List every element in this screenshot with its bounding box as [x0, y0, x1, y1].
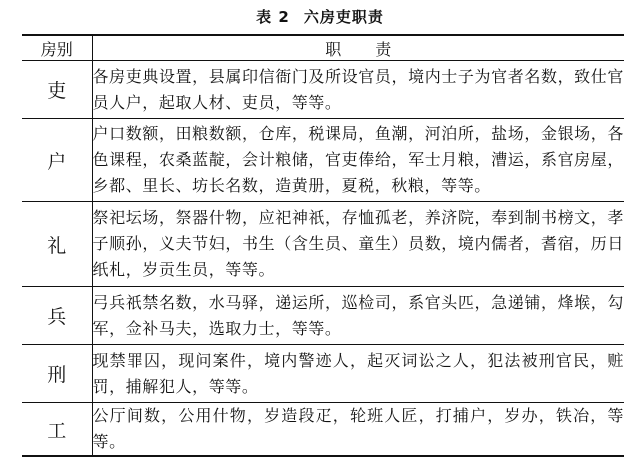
table-row — [22, 61, 624, 119]
header-row — [22, 35, 624, 61]
table-number: 表 2 — [256, 8, 290, 26]
table-row — [22, 403, 624, 457]
dept-cell: 工 — [22, 403, 92, 457]
table-row — [22, 345, 624, 403]
duties-cell: 现禁罪囚，现问案件，境内警迹人，起灭词讼之人，犯法被刑官民，赃罚，捕解犯人，等等。 — [92, 345, 624, 403]
dept-cell: 礼 — [22, 202, 92, 287]
table-row — [22, 202, 624, 287]
dept-cell: 兵 — [22, 287, 92, 345]
duties-cell: 弓兵祇禁名数，水马驿，递运所，巡检司，系官头匹，急递铺，烽堠，勾军，佥补马夫，选取力士，等等。 — [92, 287, 624, 345]
table-title: 六房吏职责 — [303, 8, 384, 26]
dept-cell: 刑 — [22, 345, 92, 403]
duties-cell: 户口数额，田粮数额，仓库，税课局，鱼潮，河泊所，盐场，金银场，各色课程，农桑蓝靛，会计粮储，官吏俸给，军士月粮，漕运，系官房屋，乡都、里长、坊长名数，造黄册，夏税，秋粮，等等。 — [92, 119, 624, 202]
table-row — [22, 287, 624, 345]
duties-cell: 祭祀坛场，祭器什物，应祀神祇，存恤孤老，养济院，奉到制书榜文，孝子顺孙，义夫节妇，书生（含生员、童生）员数，境内儒者，耆宿，历日纸札，岁贡生员，等等。 — [92, 202, 624, 287]
column-header-duties: 职责 — [92, 35, 624, 61]
duties-table — [22, 34, 624, 457]
duties-cell: 公厅间数，公用什物，岁造段疋，轮班人匠，打捕户，岁办，铁冶，等等。 — [92, 403, 624, 457]
table-row — [22, 119, 624, 202]
column-header-dept: 房别 — [22, 35, 92, 61]
duties-cell: 各房吏典设置，县属印信衙门及所设官员，境内士子为官者名数，致仕官员人户，起取人材、吏员，等等。 — [92, 61, 624, 119]
dept-cell: 吏 — [22, 61, 92, 119]
table-caption — [0, 6, 640, 28]
dept-cell: 户 — [22, 119, 92, 202]
